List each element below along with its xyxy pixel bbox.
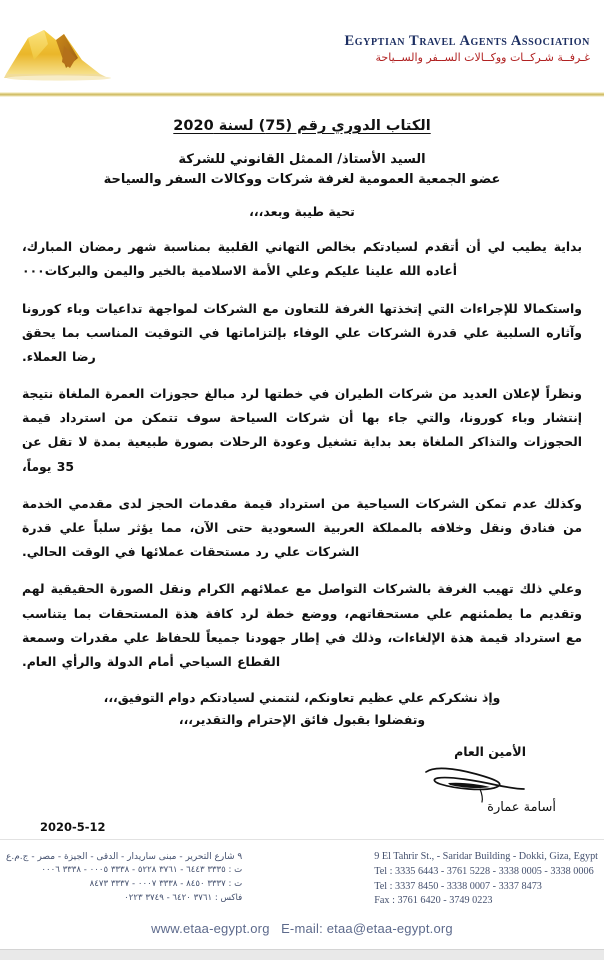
org-name-english: Egyptian Travel Agents Association xyxy=(344,33,590,49)
page-title: الكتاب الدوري رقم (75) لسنة 2020 xyxy=(173,118,431,134)
paragraph-1: بداية يطيب لي أن أتقدم لسيادتكم بخالص التهاني القلبية بمناسبة شهر رمضان المبارك، أعاده الله علينا عليكم وعلي الأمة الاسلامية بالخير واليمن والبركات٠٠٠ xyxy=(22,239,582,279)
signatory-name: أسامة عمارة xyxy=(487,799,556,815)
document-date: 2020-5-12 xyxy=(40,819,106,834)
addressee-line-2: عضو الجمعية العمومية لغرفة شركات ووكالات السفر والسياحة xyxy=(103,171,501,187)
paragraph-4: وكذلك عدم تمكن الشركات السياحية من استرداد قيمة مقدمات الحجز لدى مقدمي الخدمة من فنادق ونقل وخلافه بالمملكة العربية السعودية حتى الآن، مما يؤثر سلباً علي قدرة الشركات علي رد مستحقات عملائها في الوقت الحالي. xyxy=(22,495,582,560)
closing-line-1: وإذ نشكركم علي عظيم تعاونكم، لنتمني لسيادتكم دوام التوفيق،،، xyxy=(103,690,501,706)
signatory-title: الأمين العام xyxy=(454,743,526,759)
footer-phone-line-2-ar: ت : ٣٣٣٧ ٨٤٥٠ - ٣٣٣٨ ٠٠٠٧ - ٣٣٣٧ ٨٤٧٣ xyxy=(89,879,243,890)
footer-contact-arabic xyxy=(6,850,242,906)
page-footer xyxy=(0,839,604,960)
addressee-line-1: السيد الأستاذ/ الممثل القانوني للشركة xyxy=(178,151,426,167)
email-label: E-mail: xyxy=(281,921,323,937)
closing-line-2: وتفضلوا بقبول فائق الإحترام والتقدير،،، xyxy=(178,712,426,728)
footer-phone-line-1-ar: ت : ٣٣٣٥ ٦٤٤٣ - ٣٧٦١ ٥٢٢٨ - ٣٣٣٨ ٠٠٠٥ - ٣٣٣٨ ٠٠٠٦ xyxy=(41,865,243,876)
footer-web-line xyxy=(0,921,604,936)
org-name-arabic: غـرفــة شـركــات ووكــالات الســفر والســياحة xyxy=(375,50,590,64)
addressee-block xyxy=(22,150,582,190)
closing-block xyxy=(22,687,582,732)
footer-contact-english xyxy=(374,850,598,909)
letter-body xyxy=(0,97,604,864)
pyramid-sphinx-logo xyxy=(4,16,124,88)
letterhead xyxy=(0,0,604,92)
footer-phone-line-1: Tel : 3335 6443 - 3761 5228 - 3338 0005 - 3338 0006 xyxy=(374,865,594,877)
footer-fax-line: Fax : 3761 6420 - 3749 0223 xyxy=(374,895,493,907)
paragraph-3: ونظراً لإعلان العديد من شركات الطيران في خطتها لرد مبالغ حجوزات العمرة الملغاة نتيجة إنتشار وباء كورونا، والتي جاء بها أن شركات السياحة سوف تتمكن من استرداد قيمة الحجوزات والتذاكر الملغاة بعد بداية تشغيل وعودة الرحلات بصورة طبيعية بمدة لا تقل عن 35 يوماً، xyxy=(22,386,582,474)
footer-address-ar: ٩ شارع التحرير - مبنى ساريدار - الدقى - الجيزة - مصر - ج.م.ع xyxy=(6,852,243,862)
website-link[interactable]: www.etaa-egypt.org xyxy=(151,921,270,937)
page-bottom-bar xyxy=(0,949,604,960)
greeting-line: تحية طيبة وبعد،،، xyxy=(249,204,355,220)
paragraph-5: وعلي ذلك تهيب الغرفة بالشركات التواصل مع عملائهم الكرام ونقل الصورة الحقيقية لهم وتقديم ما يطمئنهم علي مستحقاتهم، ووضع خطة لرد كافة هذة المستحقات بما يتناسب مع استرداد قيمة هذة الإلغاءات، وذلك في إطار جهودنا جميعاً للحفاظ علي مقدرات وسمعة القطاع السياحي أمام الدولة والرأي العام. xyxy=(22,581,582,669)
footer-fax-line-ar: فاكس : ٣٧٦١ ٦٤٢٠ - ٣٧٤٩ ٠٢٢٣ xyxy=(124,892,243,903)
footer-address-en: 9 El Tahrir St., - Saridar Building - Dokki, Giza, Egypt xyxy=(374,851,598,862)
organization-name-block xyxy=(345,34,591,64)
email-link[interactable]: etaa@etaa-egypt.org xyxy=(326,921,453,937)
footer-phone-line-2: Tel : 3337 8450 - 3338 0007 - 3337 8473 xyxy=(374,880,542,892)
footer-contact-columns xyxy=(0,840,604,909)
paragraph-2: واستكمالا للإجراءات التي إتخذتها الغرفة للتعاون مع الشركات لمواجهة تداعيات وباء كورونا وآثاره السلبية علي قدرة الشركات علي الوفاء بإلتزاماتها في التوقيت المناسب بما يحقق رضا العملاء. xyxy=(22,300,582,364)
